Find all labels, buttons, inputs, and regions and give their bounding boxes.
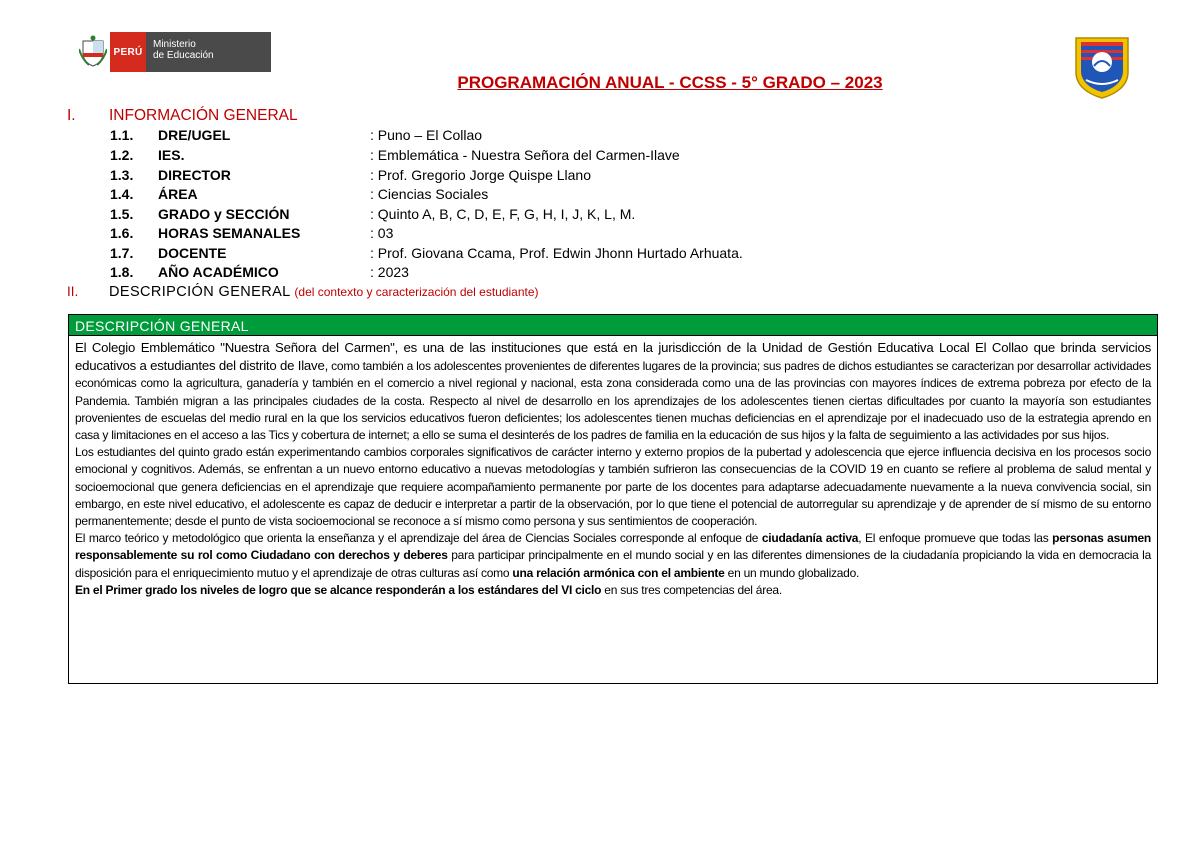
info-number: 1.7. (110, 245, 134, 261)
info-value: : Prof. Giovana Ccama, Prof. Edwin Jhonn Hurtado Arhuata. (370, 245, 743, 261)
description-body (69, 336, 1157, 599)
info-number: 1.6. (110, 225, 134, 241)
description-header: DESCRIPCIÓN GENERAL (69, 315, 1157, 336)
p3-bold-relacion: una relación armónica con el ambiente (512, 565, 725, 580)
info-key: HORAS SEMANALES (158, 225, 301, 241)
info-number: 1.5. (110, 206, 134, 222)
section-2-number: II. (67, 284, 79, 299)
ministry-logo (76, 32, 271, 72)
info-value: : Puno – El Collao (370, 127, 483, 143)
info-key: IES. (158, 147, 185, 163)
section-2-heading (67, 284, 539, 300)
p3-bold-personas: personas asumen responsablemente su rol como Ciudadano con derechos y deberes (75, 531, 1152, 563)
paragraph-1-lead: El Colegio Emblemático "Nuestra Señora del Carmen", es una de las instituciones que está en la jurisdicción de la Unidad de Gestión Educativa Local El Collao que brinda servicios educativos a estudiantes del distrito de Ilave, (75, 340, 1151, 374)
info-value: : 2023 (370, 264, 409, 280)
section-1-title: INFORMACIÓN GENERAL (109, 107, 298, 124)
info-number: 1.4. (110, 186, 134, 202)
ministry-line2: de Educación (153, 50, 214, 61)
info-key: AÑO ACADÉMICO (158, 264, 279, 280)
description-paragraph-4 (75, 582, 1151, 599)
info-value: : Emblemática - Nuestra Señora del Carmen-Ilave (370, 147, 680, 163)
description-paragraph-1 (75, 339, 1151, 444)
section-2-title: DESCRIPCIÓN GENERAL (109, 284, 291, 300)
section-2-note: (del contexto y caracterización del estudiante) (294, 285, 539, 299)
paragraph-1-rest: como también a los adolescentes provenientes de diferentes lugares de la provincia; sus padres de dichos estudiantes se caracterizan por desarrollar actividades económicas como la agricultura, ganadería y también en el comercio a nivel regional y nacional, esta zona considerada como una de las provincias con mayores índices de extrema pobreza por efecto de la Pandemia. También migran a las principales ciudades de la costa. Respecto al nivel de desarrollo en los aprendizajes de los adolescentes tienen ciertas dificultades por cuanto la mayoría son estudiantes provenientes de escuelas del medio rural en la que los servicios educativos fueron deficientes; los adolescentes tienen muchas deficiencias en el aprendizaje por el inadecuado uso de la estrategia aprendo en casa y limitaciones en el acceso a las Tics y cobertura de internet; a ello se suma el desinterés de los padres de familia en la educación de sus hijos y la falta de seguimiento a las actividades por sus hijos. (75, 359, 1152, 443)
info-key: GRADO y SECCIÓN (158, 206, 290, 222)
info-key: ÁREA (158, 186, 198, 202)
info-value: : Prof. Gregorio Jorge Quispe Llano (370, 167, 592, 183)
info-key: DRE/UGEL (158, 127, 231, 143)
info-number: 1.8. (110, 264, 134, 280)
peru-label: PERÚ (110, 32, 146, 72)
p3-bold-ciudadania: ciudadanía activa (761, 531, 859, 546)
section-1-heading (67, 107, 298, 125)
info-key: DIRECTOR (158, 167, 231, 183)
p4-bold: En el Primer grado los niveles de logro que se alcance responderán a los estándares del VI ciclo (75, 582, 602, 597)
p3-text: , El enfoque promueve que todas las (858, 531, 1053, 546)
p3-text: en un mundo globalizado. (724, 565, 860, 580)
p3-text: El marco teórico y metodológico que orienta la enseñanza y el aprendizaje del área de Ciencias Sociales corresponde al enfoque de (75, 531, 762, 546)
description-box (68, 314, 1158, 684)
info-number: 1.1. (110, 127, 134, 143)
p4-text: en sus tres competencias del área. (601, 582, 782, 597)
section-1-number: I. (67, 107, 76, 124)
p3-text: para participar principalmente en el mundo social y en las diferentes dimensiones de la ciudadanía propiciando la vida en democracia la disposición para el enriquecimiento mutuo y el aprendizaje de otras culturas así como (75, 548, 1152, 580)
peru-coat-of-arms-icon (76, 32, 110, 72)
ministry-label (146, 32, 271, 72)
info-value: : Quinto A, B, C, D, E, F, G, H, I, J, K, L, M. (370, 206, 636, 222)
info-value: : 03 (370, 225, 394, 241)
description-paragraph-3 (75, 530, 1151, 582)
description-paragraph-2: Los estudiantes del quinto grado están experimentando cambios corporales significativos de carácter interno y externo propios de la pubertad y adolescencia que ejerce influencia decisiva en los procesos socio emocional y cognitivos. Además, se enfrentan a un nuevo entorno educativo a nuevas metodologías y también sufrieron las consecuencias de la COVID 19 en cuanto se refiere al problema de salud mental y socioemocional que genera deficiencias en el aprendizaje que requiere acompañamiento permanente por parte de los docentes para adaptarse adecuadamente nuevamente a la nueva convivencia social, sin embargo, en este nivel educativo, el adolescente es capaz de deducir e interpretar a partir de la observación, por lo que tiene el potencial de autorregular su aprendizaje y de aprender de sí mismo de su entorno permanentemente; desde el punto de vista socioemocional se reconoce a sí mismo como persona y sus sentimientos de cooperación. (75, 445, 1151, 529)
ministry-line1: Ministerio (153, 39, 196, 50)
info-number: 1.3. (110, 167, 134, 183)
document-title: PROGRAMACIÓN ANUAL - CCSS - 5° GRADO – 2023 (457, 73, 883, 92)
info-value: : Ciencias Sociales (370, 186, 489, 202)
info-number: 1.2. (110, 147, 134, 163)
info-key: DOCENTE (158, 245, 227, 261)
